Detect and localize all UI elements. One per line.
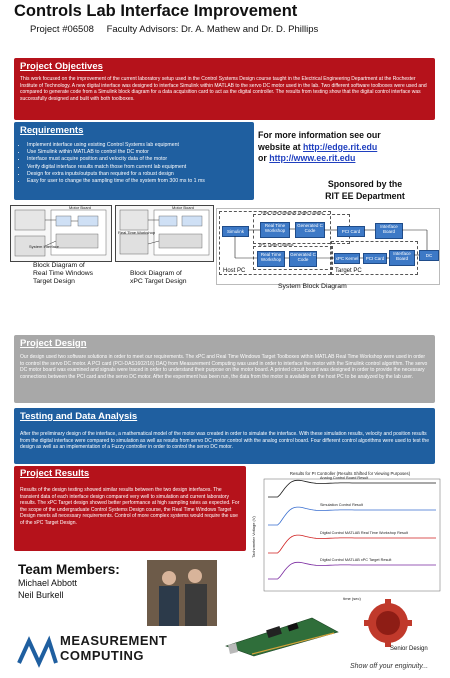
design-text: Our design used two software solutions in order to meet our requirements. The xPC and Real Time Windows Target Toolboxes within MATLAB Real Time Workshop were used in order to control the servo DC motor. A PCI card (PCI-DAS1602/16) DAQ from Measurement Computing was used in order to interface the motor with the Simulink control algorithm. The servo DC motor board was examined and signals were traced in order to understand their purpose on the motor board. A printed circuit board was designed in order to provide the necessary connections between the PCI card and the servo DC motor. After the experiment has been run, the data from the motor is available on the host PC to be analyzed by the lab user. — [20, 354, 428, 380]
list-item: • Design for extra inputs/outputs than required for a robust design — [27, 171, 248, 178]
xpc-kernel-block: xPC Kernel — [334, 253, 360, 264]
daq-card-image — [222, 612, 342, 657]
dc-motor-block: DC Motor — [419, 250, 439, 261]
member-2: Neil Burkell — [18, 590, 64, 600]
target-pc-label: Target PC — [335, 268, 362, 274]
requirements-list-wrap — [20, 142, 248, 185]
company-name-line1: MEASUREMENT — [60, 633, 168, 648]
testing-text: After the preliminary design of the interface, a mathematical model of the motor was created in order to simulate the interface. With these simulation results, velocity and position results from the digital interface were compared to simulation as well as results from servo DC motor control with the analog control board. Four different control algorithms were used to test the design as well as an implementation of a Fuzzy controller in order to control the servo DC motor. — [20, 431, 429, 451]
series-label: Analog Control Board Result — [320, 476, 369, 480]
sponsor-line2: RIT EE Department — [325, 190, 405, 201]
host-pc-label: Host PC — [223, 268, 246, 274]
xpc-toolbox-label: xPC Target Toolbox — [259, 242, 294, 247]
daq-card-graphic — [222, 612, 342, 657]
results-chart-svg — [250, 467, 446, 603]
testing-panel — [14, 408, 435, 464]
mc-logo-icon — [14, 633, 59, 673]
thumb-label-motor-board: Motor Board — [69, 205, 92, 210]
rtwt-toolbox-label: Real Time Windows Target Toolbox — [261, 210, 324, 215]
series-label: Digital Control MATLAB Real Time Workshop Result — [320, 531, 408, 535]
list-item: • Interface must acquire position and velocity data of the motor — [27, 156, 248, 163]
more-info — [258, 130, 448, 165]
gear-icon — [353, 598, 423, 648]
system-caption: System Block Diagram — [278, 283, 347, 290]
edge-link[interactable]: http://edge.rit.edu — [302, 141, 378, 152]
chart-ylabel: Tachometer Voltage (V) — [251, 516, 256, 558]
chart-title: Results for PI Controller (Results Shifted for Viewing Purposes) — [289, 471, 411, 476]
results-panel — [14, 466, 246, 551]
company-name-line2: COMPUTING — [60, 648, 144, 663]
chart-xlabel: time (sec) — [343, 596, 361, 601]
requirements-list — [20, 142, 248, 185]
pci-card-block-xpc: PCI Card — [363, 253, 387, 264]
xpc-block-diagram — [115, 205, 214, 262]
team-photo — [147, 560, 217, 626]
member-1: Michael Abbott — [18, 578, 78, 588]
design-heading: Project Design — [20, 338, 87, 349]
rtwt-block-diagram — [10, 205, 112, 262]
results-text: Results of the design testing showed similar results between the two design interfaces. The transient data of each interface design compared very well to simulation and current laboratory results. The xPC Target design showed better performance at high sampling rates as expected. For the scope of the undergraduate Control Systems Design course, the Real Time Windows Target Design meets all necessary requirements. Control of more complex systems would require the use of the xPC Target Design. — [20, 487, 240, 526]
series-label: Simulation Control Result — [320, 503, 363, 507]
team-heading: Team Members: — [18, 562, 120, 577]
gen-code-block: Generated C Code — [295, 222, 325, 238]
xpc-caption: Block Diagram of xPC Target Design — [130, 270, 187, 285]
testing-heading: Testing and Data Analysis — [20, 411, 138, 422]
system-block-diagram — [216, 208, 440, 285]
lab-caption: Senior Design — [390, 646, 428, 652]
list-item: • Use Simulink within MATLAB to control the DC motor — [27, 149, 248, 156]
poster-title: Controls Lab Interface Improvement — [14, 2, 298, 20]
rtw-block: Real Time Workshop — [260, 222, 290, 238]
list-item: • Verify digital interface results match those from current lab equipment — [27, 164, 248, 171]
lab-logo — [353, 598, 423, 648]
poster-subtitle — [30, 24, 328, 35]
requirements-heading: Requirements — [20, 125, 84, 136]
gen-code-block-xpc: Generated C Code — [289, 251, 317, 267]
rtwt-diagram-graphic — [11, 206, 111, 261]
objectives-text: This work focused on the improvement of the current laboratory setup used in the Control Systems Design course taught in the Electrical Engineering Department at the Rochester Institute of Technology. A new digital interface was designed to interface Simulink within MATLAB to the servo DC motor used in the lab. Two different software toolboxes were used and compared to generate code from a Simulink block diagram for a data acquisition card to act as the digital controller. The results from testing show that the digital control interface was successfully designed and built with both toolboxes. — [20, 76, 427, 102]
sponsor — [290, 179, 440, 202]
objectives-heading: Project Objectives — [20, 61, 103, 72]
more-info-line2: website at http://edge.rit.edu — [258, 141, 378, 152]
rtwt-caption: Block Diagram of Real Time Windows Target Design — [33, 262, 94, 285]
series-label: Digital Control MATLAB xPC Target Result — [320, 558, 392, 562]
faculty-advisors: Faculty Advisors: Dr. A. Mathew and Dr. D. Phillips — [106, 24, 319, 35]
rtw-block-xpc: Real Time Workshop — [257, 251, 285, 267]
objectives-panel — [14, 58, 435, 120]
design-panel — [14, 335, 435, 403]
more-info-line3: or http://www.ee.rit.edu — [258, 153, 356, 163]
interface-board-block-xpc: Interface Board — [389, 250, 415, 266]
more-info-line1: For more information see our — [258, 130, 381, 140]
results-chart — [250, 467, 446, 603]
project-number: Project #06508 — [30, 24, 94, 35]
simulink-block: Simulink — [222, 226, 249, 237]
sponsor-line1: Sponsored by the — [327, 179, 403, 189]
list-item: • Implement interface using existing Control Systems lab equipment — [27, 142, 248, 149]
thumb-label-system-interface: System Interface — [29, 244, 60, 249]
tagline: Show off your enginuity... — [350, 663, 429, 670]
requirements-panel — [14, 122, 254, 200]
thumb-label-motor-board-2: Motor Board — [172, 205, 195, 210]
results-heading: Project Results — [20, 468, 90, 479]
list-item: • Easy for user to change the sampling time of the system from 300 ms to 1 ms — [27, 178, 248, 185]
plot-area — [264, 479, 440, 591]
ee-link[interactable]: http://www.ee.rit.edu — [269, 153, 356, 163]
interface-board-block: Interface Board — [375, 223, 403, 239]
thumb-label-rtw: Real Time Workshop — [118, 230, 156, 235]
pci-card-block: PCI Card — [337, 226, 365, 237]
company-logo — [14, 633, 59, 673]
team-photo-graphic — [147, 560, 217, 626]
